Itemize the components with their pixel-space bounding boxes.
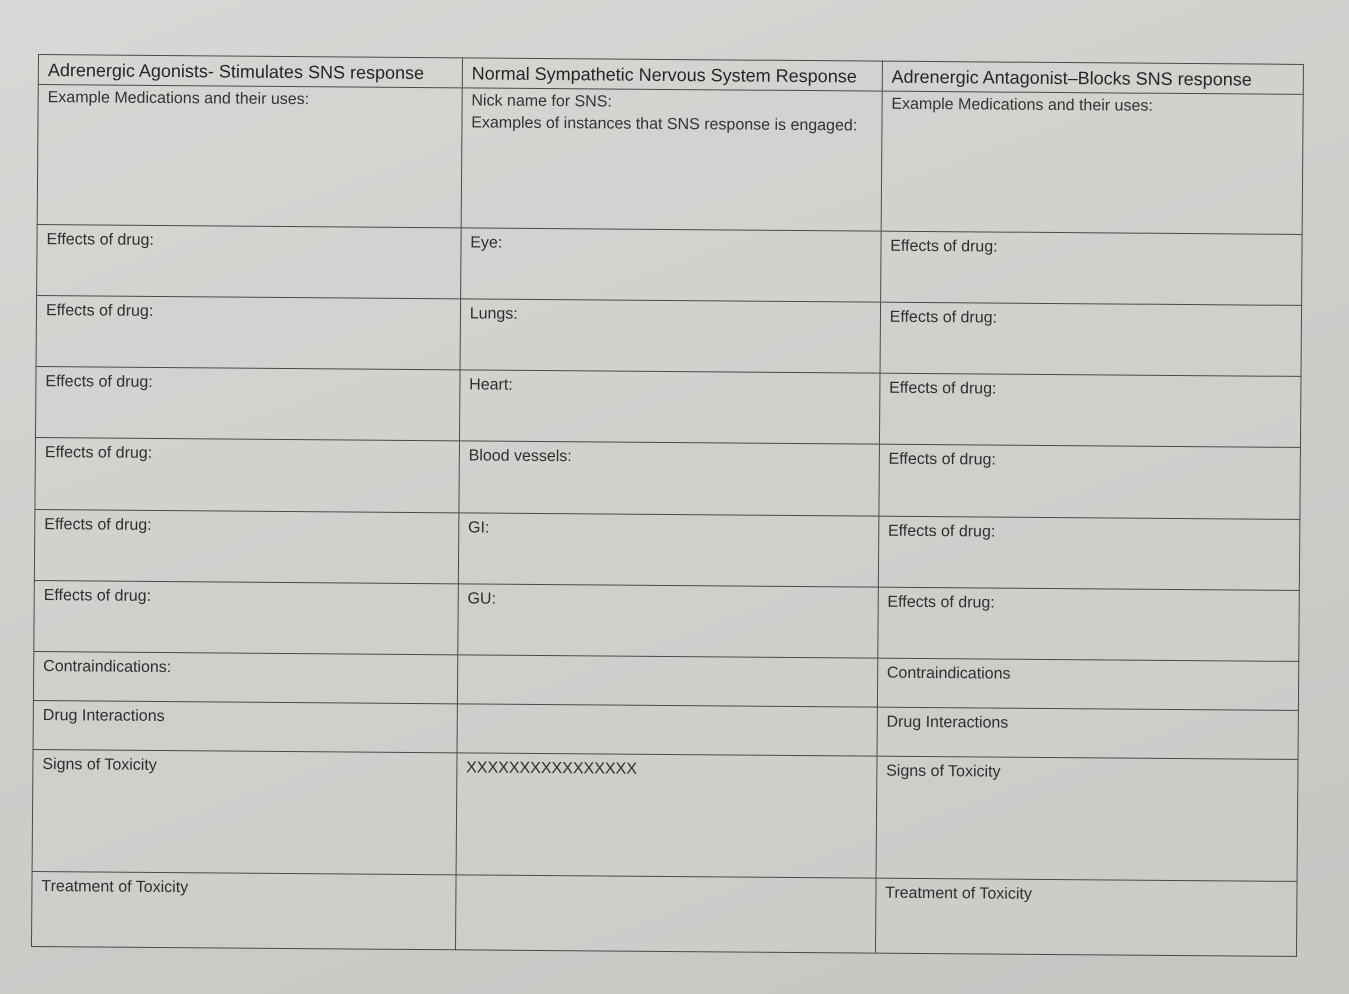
normal-blood-vessels-cell[interactable] — [459, 441, 880, 515]
sns-instances-label: Examples of instances that SNS response is engaged: — [471, 114, 858, 135]
worksheet — [31, 54, 1304, 957]
antagonist-effects-cell[interactable] — [878, 516, 1300, 590]
antagonist-effects-cell[interactable] — [880, 302, 1302, 376]
agonists-examples-label: Example Medications and their uses: — [47, 89, 310, 109]
agonist-effects-cell[interactable] — [34, 580, 458, 654]
agonist-effects-label: Effects of drug: — [44, 444, 153, 463]
antagonist-toxicity-label: Signs of Toxicity — [886, 762, 1001, 781]
antagonist-effects-label: Effects of drug: — [889, 308, 998, 327]
normal-header-cell[interactable] — [461, 58, 882, 231]
agonists-header: Adrenergic Agonists- Stimulates SNS response — [39, 55, 462, 89]
antagonist-toxicity-cell[interactable] — [876, 756, 1298, 881]
agonist-effects-cell[interactable] — [35, 367, 459, 441]
sns-drug-table — [31, 54, 1304, 957]
normal-header: Normal Sympathetic Nervous System Response — [463, 58, 882, 92]
agonist-contraindications-cell[interactable] — [33, 651, 457, 703]
agonist-drug-interactions-label: Drug Interactions — [42, 706, 165, 725]
effects-row-eye — [37, 225, 1303, 306]
agonists-header-cell[interactable] — [37, 55, 462, 229]
lungs-label: Lungs: — [469, 305, 518, 324]
antagonists-header-cell[interactable] — [881, 61, 1304, 234]
agonist-effects-label: Effects of drug: — [46, 231, 154, 250]
agonist-effects-cell[interactable] — [37, 225, 461, 299]
antagonist-effects-label: Effects of drug: — [889, 380, 997, 398]
effects-row-gu — [34, 580, 1300, 661]
antagonist-contraindications-label: Contraindications — [886, 664, 1011, 683]
antagonist-effects-label: Effects of drug: — [890, 237, 998, 256]
header-row — [37, 55, 1303, 235]
normal-gi-cell[interactable] — [458, 512, 879, 586]
effects-row-heart — [35, 367, 1301, 448]
agonist-effects-cell[interactable] — [35, 438, 459, 512]
agonist-treatment-label: Treatment of Toxicity — [41, 877, 189, 897]
agonist-drug-interactions-cell[interactable] — [33, 700, 457, 752]
gi-label: GI: — [467, 518, 490, 537]
antagonist-treatment-cell[interactable] — [875, 878, 1297, 956]
agonist-toxicity-cell[interactable] — [32, 749, 457, 874]
effects-row-blood-vessels — [35, 438, 1301, 519]
normal-lungs-cell[interactable] — [460, 299, 881, 373]
antagonist-effects-cell[interactable] — [879, 373, 1301, 447]
antagonist-effects-cell[interactable] — [878, 587, 1300, 661]
antagonist-effects-cell[interactable] — [880, 231, 1302, 305]
agonist-effects-label: Effects of drug: — [45, 302, 154, 321]
normal-gu-cell[interactable] — [458, 583, 879, 657]
antagonists-examples-label: Example Medications and their uses: — [891, 96, 1153, 116]
agonist-treatment-cell[interactable] — [31, 871, 455, 949]
antagonist-treatment-label: Treatment of Toxicity — [885, 884, 1032, 903]
antagonist-effects-label: Effects of drug: — [887, 593, 995, 612]
agonist-effects-label: Effects of drug: — [43, 586, 152, 605]
antagonist-effects-label: Effects of drug: — [888, 451, 996, 469]
blood-vessels-label: Blood vessels: — [468, 447, 572, 466]
normal-heart-cell[interactable] — [459, 370, 880, 444]
sns-nickname-label: Nick name for SNS: — [471, 92, 612, 111]
antagonist-drug-interactions-label: Drug Interactions — [886, 713, 1009, 732]
treatment-row — [31, 871, 1297, 956]
crossed-out-marker: XXXXXXXXXXXXXXXX — [466, 759, 637, 778]
heart-label: Heart: — [469, 376, 513, 395]
agonist-effects-cell[interactable] — [34, 509, 458, 583]
normal-toxicity-cell — [456, 753, 877, 878]
normal-drug-interactions-cell[interactable] — [457, 704, 877, 756]
effects-row-lungs — [36, 296, 1302, 377]
agonist-toxicity-label: Signs of Toxicity — [42, 755, 157, 774]
gu-label: GU: — [467, 589, 497, 608]
agonist-effects-label: Effects of drug: — [44, 515, 152, 534]
antagonist-effects-label: Effects of drug: — [887, 522, 996, 541]
agonist-contraindications-label: Contraindications: — [43, 657, 172, 676]
normal-eye-cell[interactable] — [460, 228, 881, 302]
eye-label: Eye: — [470, 234, 503, 252]
agonist-effects-cell[interactable] — [36, 296, 460, 370]
antagonist-effects-cell[interactable] — [879, 445, 1301, 519]
antagonist-contraindications-cell[interactable] — [877, 658, 1299, 710]
antagonist-drug-interactions-cell[interactable] — [877, 707, 1299, 759]
normal-contraindications-cell[interactable] — [457, 654, 877, 706]
toxicity-row — [32, 749, 1298, 881]
agonist-effects-label: Effects of drug: — [45, 373, 153, 392]
normal-treatment-cell[interactable] — [455, 875, 876, 953]
effects-row-gi — [34, 509, 1300, 590]
antagonists-header: Adrenergic Antagonist–Blocks SNS response — [882, 62, 1302, 96]
